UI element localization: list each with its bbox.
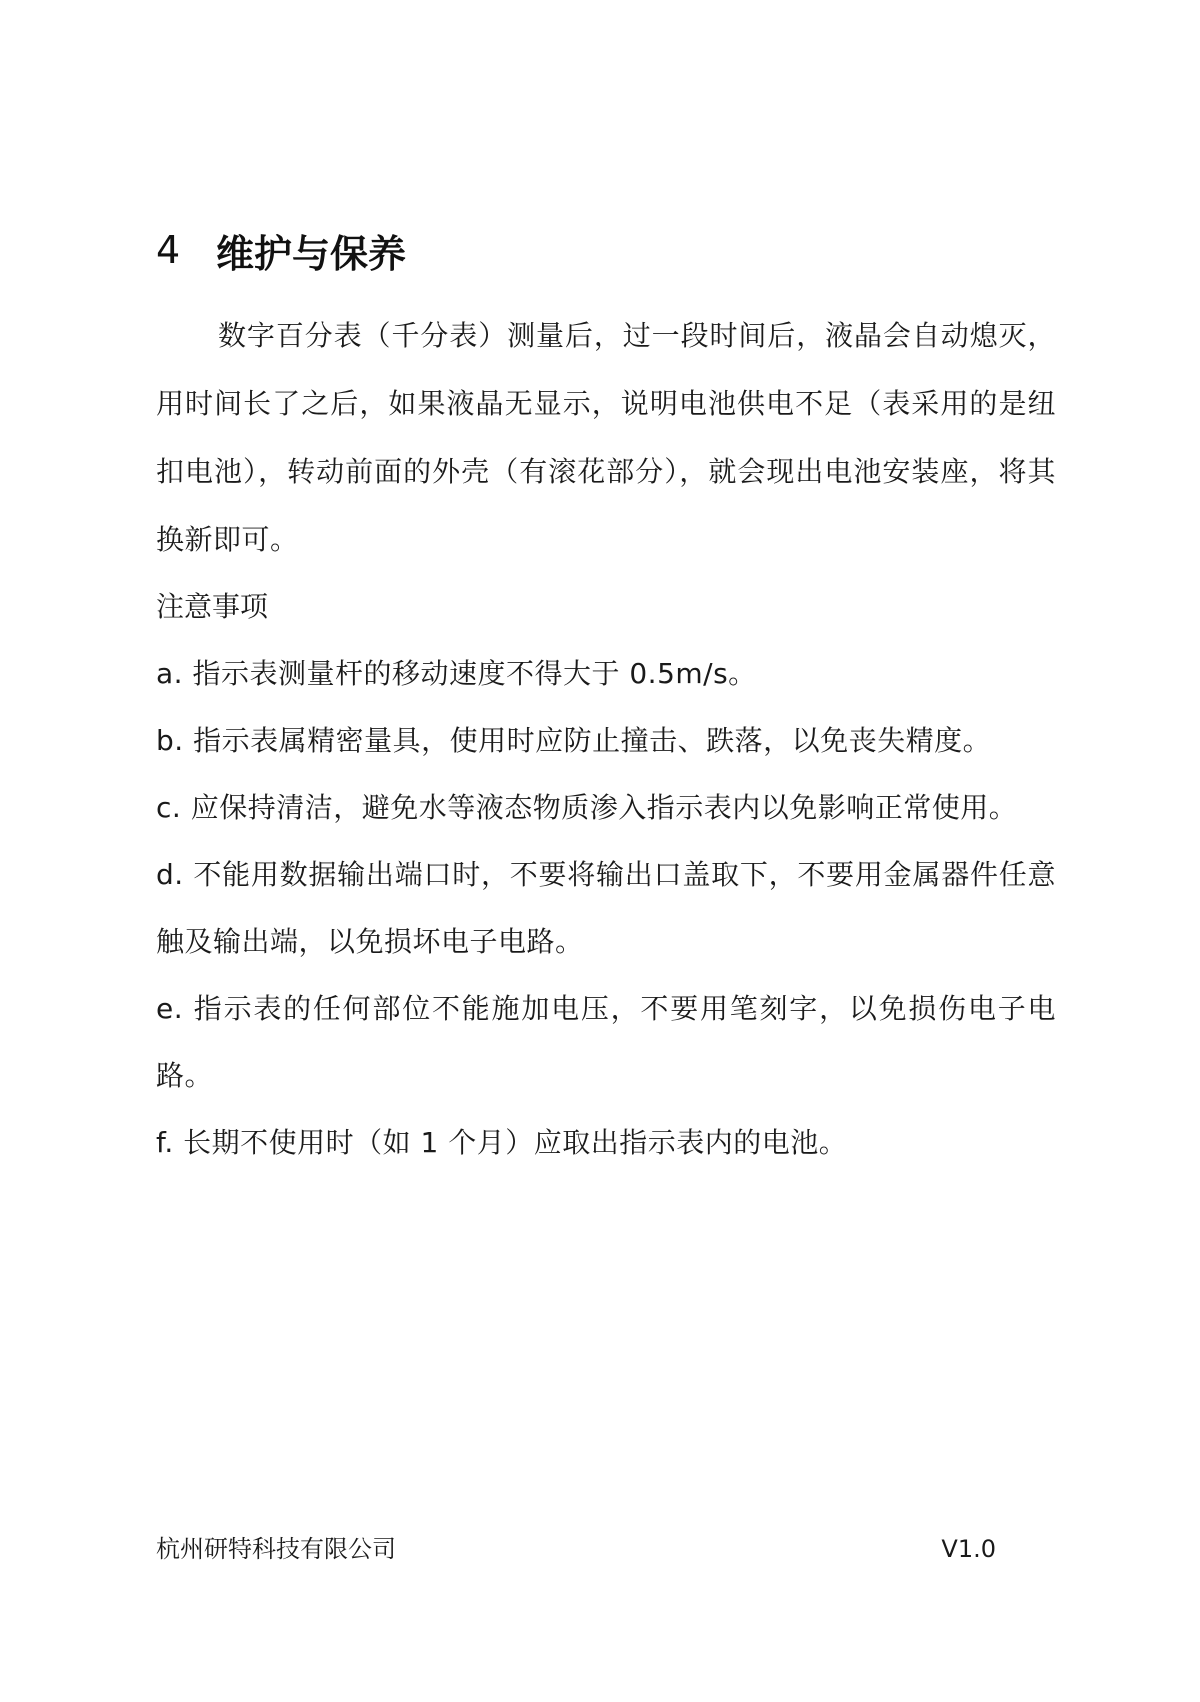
note-item-a: a. 指示表测量杆的移动速度不得大于 0.5m/s。 (156, 657, 757, 690)
section-body (156, 302, 1056, 1176)
section-heading (156, 222, 406, 278)
notes-title: 注意事项 (156, 590, 269, 623)
note-item-b: b. 指示表属精密量具，使用时应防止撞击、跌落，以免丧失精度。 (156, 724, 992, 757)
note-item-c: c. 应保持清洁，避免水等液态物质渗入指示表内以免影响正常使用。 (156, 791, 1018, 824)
section-title: 维护与保养 (216, 231, 407, 276)
footer-version: V1.0 (941, 1535, 996, 1563)
note-item-f: f. 长期不使用时（如 1 个月）应取出指示表内的电池。 (156, 1126, 848, 1159)
maintenance-paragraph: 数字百分表（千分表）测量后，过一段时间后，液晶会自动熄灭，用时间长了之后，如果液晶无显示，说明电池供电不足（表采用的是纽扣电池），转动前面的外壳（有滚花部分），就会现出电池安装座，将其换新即可。 (156, 319, 1056, 556)
note-item-e: e. 指示表的任何部位不能施加电压，不要用笔刻字，以免损伤电子电路。 (156, 992, 1056, 1092)
section-number: 4 (156, 228, 181, 272)
note-item-d: d. 不能用数据输出端口时，不要将输出口盖取下，不要用金属器件任意触及输出端，以免损坏电子电路。 (156, 858, 1056, 958)
page-footer (156, 1532, 996, 1566)
footer-company: 杭州研特科技有限公司 (156, 1535, 396, 1563)
